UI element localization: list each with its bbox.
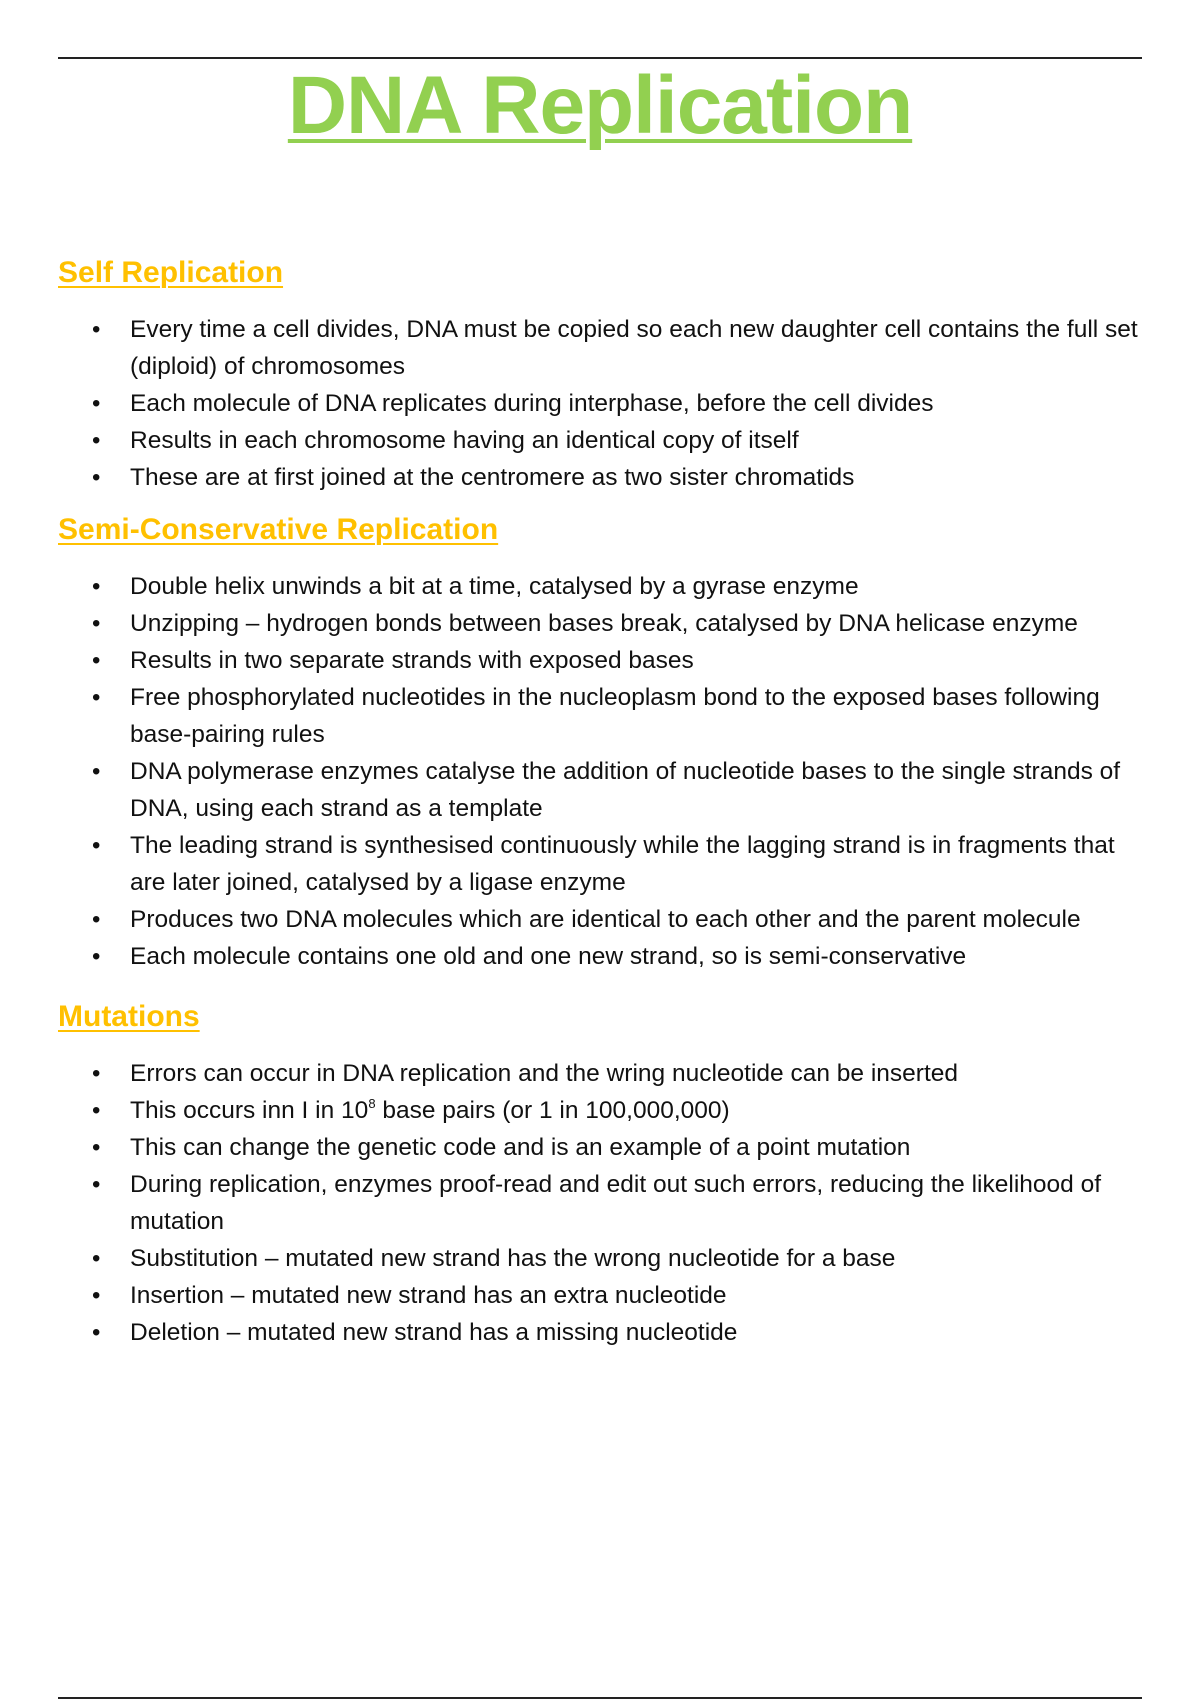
list-item: • This can change the genetic code and is an example of a point mutation [58,1129,1148,1166]
list-item: • Free phosphorylated nucleotides in the nucleoplasm bond to the exposed bases following base-pairing rules [58,679,1148,753]
bullet-list [58,568,1148,975]
list-item: • Substitution – mutated new strand has the wrong nucleotide for a base [58,1240,1148,1277]
bullet-list [58,1055,1148,1351]
list-item: • Unzipping – hydrogen bonds between bases break, catalysed by DNA helicase enzyme [58,605,1148,642]
list-item: • Every time a cell divides, DNA must be copied so each new daughter cell contains the full set (diploid) of chromosomes [58,311,1148,385]
list-item: • Deletion – mutated new strand has a missing nucleotide [58,1314,1148,1351]
section-heading: Mutations [58,1000,200,1033]
section-heading: Self Replication [58,256,284,289]
document-title-text: DNA Replication [287,60,913,151]
list-item-frequency [58,1092,1148,1129]
list-item: • Errors can occur in DNA replication and the wring nucleotide can be inserted [58,1055,1148,1092]
frequency-text-start: This occurs inn I in 10 [130,1097,369,1124]
list-item: • During replication, enzymes proof-read and edit out such errors, reducing the likelihood of mutation [58,1166,1148,1240]
document-title [0,56,1200,156]
bottom-rule [58,1697,1142,1699]
section-mutations [58,997,1148,1351]
list-item: • Results in each chromosome having an identical copy of itself [58,422,1148,459]
list-item: • Double helix unwinds a bit at a time, catalysed by a gyrase enzyme [58,568,1148,605]
exponent: 8 [368,1096,376,1111]
bullet-list [58,311,1148,496]
list-item: • These are at first joined at the centromere as two sister chromatids [58,459,1148,496]
section-heading: Semi-Conservative Replication [58,513,499,546]
list-item: • Each molecule of DNA replicates during interphase, before the cell divides [58,385,1148,422]
document-body [58,253,1148,1351]
section-self-replication [58,253,1148,496]
list-item: • DNA polymerase enzymes catalyse the addition of nucleotide bases to the single strands of DNA, using each strand as a template [58,753,1148,827]
list-item: • Each molecule contains one old and one new strand, so is semi-conservative [58,938,1148,975]
section-semi-conservative-replication [58,510,1148,975]
frequency-text-end: base pairs (or 1 in 100,000,000) [375,1097,730,1124]
list-item: • Results in two separate strands with exposed bases [58,642,1148,679]
list-item: • Produces two DNA molecules which are identical to each other and the parent molecule [58,901,1148,938]
list-item: • Insertion – mutated new strand has an extra nucleotide [58,1277,1148,1314]
list-item: • The leading strand is synthesised continuously while the lagging strand is in fragments that are later joined, catalysed by a ligase enzyme [58,827,1148,901]
